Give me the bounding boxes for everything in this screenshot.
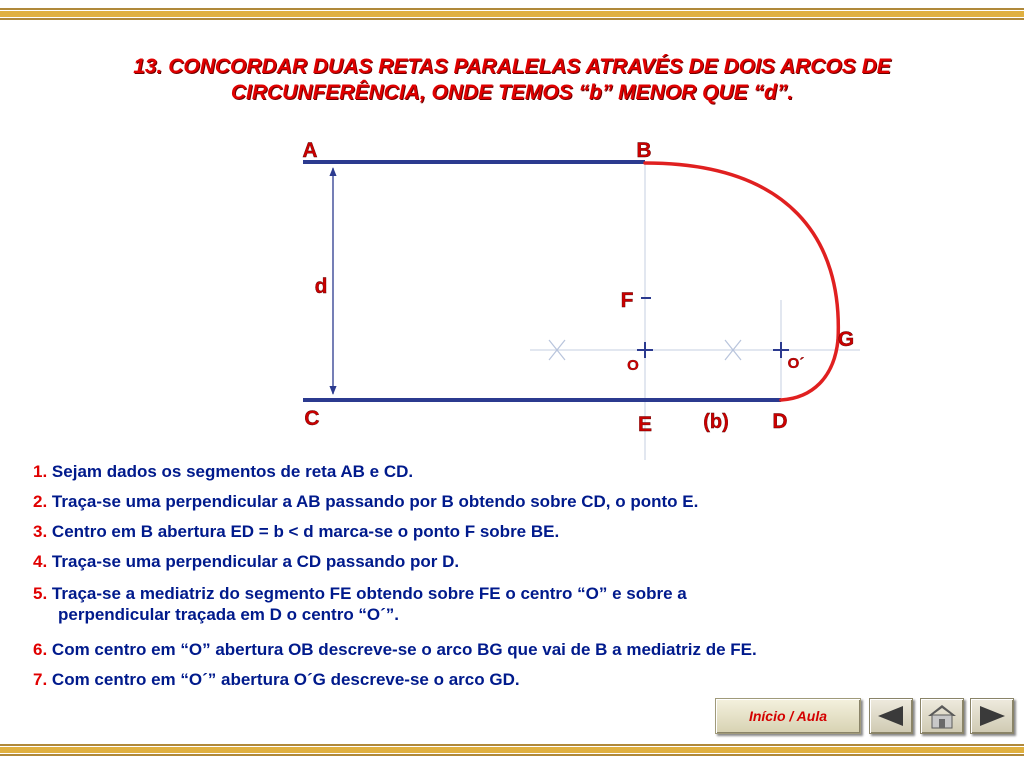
step-text-continuation: perpendicular traçada em D o centro “O´”. <box>58 605 400 624</box>
label-d-dimension: d <box>314 275 328 298</box>
label-c: C <box>304 407 320 430</box>
step-5 <box>33 583 687 625</box>
step-number: 1. <box>33 462 48 481</box>
step-2 <box>33 491 698 512</box>
triangle-right-icon <box>977 705 1007 727</box>
next-button[interactable] <box>970 698 1014 734</box>
label-b-dimension: (b) <box>703 411 729 433</box>
label-e: E <box>637 413 653 436</box>
step-7 <box>33 669 520 690</box>
label-b: B <box>636 139 652 162</box>
title-line-2: CIRCUNFERÊNCIA, ONDE TEMOS “b” MENOR QUE “d”. <box>230 81 794 104</box>
step-number: 5. <box>33 584 48 603</box>
label-f: F <box>620 289 634 312</box>
bottom-decorative-band <box>0 744 1024 758</box>
label-o: O <box>627 357 639 374</box>
step-text: Com centro em “O´” abertura O´G descreve-se o arco GD. <box>51 670 520 689</box>
step-number: 2. <box>33 492 48 511</box>
label-o-prime: O´ <box>787 355 805 372</box>
home-lesson-button[interactable]: Início / Aula <box>715 698 861 734</box>
step-text: Centro em B abertura ED = b < d marca-se o ponto F sobre BE. <box>51 522 560 541</box>
step-number: 3. <box>33 522 48 541</box>
step-text: Traça-se uma perpendicular a CD passando por D. <box>51 552 460 571</box>
label-a: A <box>302 139 318 162</box>
step-text: Traça-se a mediatriz do segmento FE obtendo sobre FE o centro “O” e sobre a <box>51 584 687 603</box>
step-text: Sejam dados os segmentos de reta AB e CD. <box>51 462 414 481</box>
house-icon <box>926 703 958 729</box>
previous-button[interactable] <box>869 698 913 734</box>
home-button[interactable] <box>920 698 964 734</box>
step-4 <box>33 551 459 572</box>
arc-bg <box>645 163 838 340</box>
step-6 <box>33 639 757 660</box>
step-3 <box>33 521 559 542</box>
label-g: G <box>837 328 855 351</box>
step-number: 4. <box>33 552 48 571</box>
step-text: Traça-se uma perpendicular a AB passando por B obtendo sobre CD, o ponto E. <box>51 492 699 511</box>
step-1 <box>33 461 413 482</box>
label-d: D <box>772 410 788 433</box>
center-o-mark <box>637 342 653 358</box>
step-number: 6. <box>33 640 48 659</box>
center-o-prime-mark <box>773 342 789 358</box>
step-text: Com centro em “O” abertura OB descreve-se o arco BG que vai de B a mediatriz de FE. <box>51 640 757 659</box>
triangle-left-icon <box>876 705 906 727</box>
step-number: 7. <box>33 670 48 689</box>
title-line-1: 13. CONCORDAR DUAS RETAS PARALELAS ATRAVÉS DE DOIS ARCOS DE <box>133 55 891 78</box>
